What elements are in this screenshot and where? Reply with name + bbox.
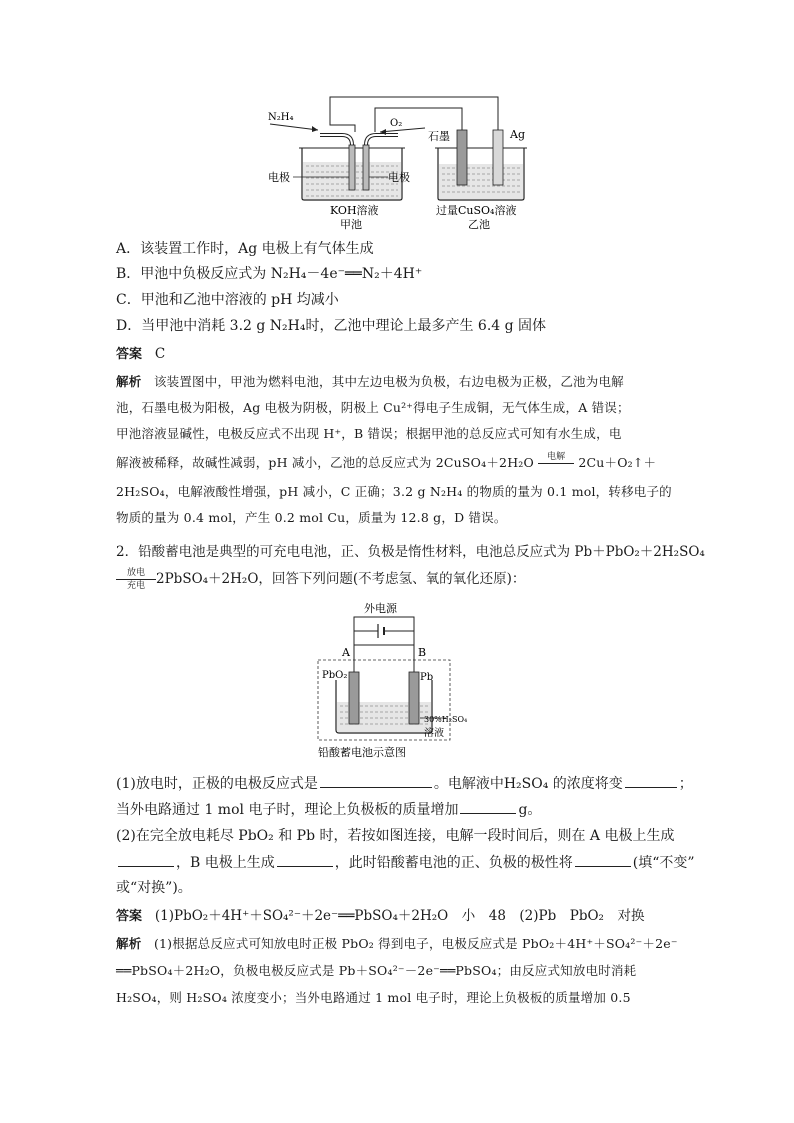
q2-p1-text-b: 。电解液中H₂SO₄ 的浓度将变	[433, 776, 623, 792]
q2-answer-label: 答案	[116, 909, 143, 924]
fig2-label-b: B	[418, 646, 427, 659]
q2-part1-line-2	[116, 799, 681, 820]
fig1-label-graphite: 石墨	[428, 130, 450, 143]
blank-a-electrode-product[interactable]	[118, 852, 174, 867]
fig1-label-electrode-right: 电极	[388, 171, 410, 184]
q2-stem-line-1: 2．铅酸蓄电池是典型的可充电电池，正、负极是惰性材料，电池总反应式为 Pb＋PbO₂＋2H₂SO₄	[116, 544, 705, 560]
blank-mass-increase[interactable]	[460, 799, 516, 814]
blank-positive-electrode-equation[interactable]	[320, 773, 432, 788]
blank-polarity-change[interactable]	[575, 852, 631, 867]
condition-electrolysis-label: 电解	[546, 452, 566, 462]
q1-explanation-line-2: 池，石墨电极为阳极，Ag 电极为阴极，阴极上 Cu²⁺得电子生成铜，无气体生成，A 错误；	[116, 400, 630, 415]
q2-stem-line-2	[116, 568, 681, 591]
fig2-label-power: 外电源	[364, 602, 397, 615]
condition-discharge: 放电	[126, 568, 145, 578]
q2-p4-text-a: ，B 电极上生成	[176, 855, 275, 871]
q2-p1-text-c: ；	[678, 776, 693, 792]
fig1-label-o2: O₂	[390, 118, 403, 129]
q1-exp-text-4b: 2Cu＋O₂↑＋	[578, 455, 657, 470]
q2-p4-text-b: ，此时铅酸蓄电池的正、负极的极性将	[334, 855, 573, 871]
q2-part2-line-3: 或“对换”)。	[116, 880, 192, 896]
fig2-caption: 铅酸蓄电池示意图	[318, 746, 406, 759]
fig2-label-solution: 溶液	[424, 728, 444, 739]
q2-p2-text-b: g。	[518, 802, 542, 818]
q1-explanation-line-3: 甲池溶液显碱性，电极反应式不出现 H⁺，B 错误；根据甲池的总反应式可知有水生成，电	[116, 426, 622, 441]
q1-explanation-line-6: 物质的量为 0.4 mol，产生 0.2 mol Cu，质量为 12.8 g，D 错误。	[116, 510, 507, 525]
fig1-label-yi: 乙池	[468, 218, 490, 230]
figure-fuel-cell-electrolysis	[260, 90, 550, 230]
q2-answer	[116, 906, 681, 927]
q1-answer	[116, 344, 681, 365]
figure-lead-acid-battery	[314, 600, 494, 762]
q2-explanation-line-2: ══PbSO₄＋2H₂O，负极电极反应式是 Pb＋SO₄²⁻－2e⁻══PbSO₄；由反应式知放电时消耗	[116, 963, 637, 978]
q2-part1-line-1	[116, 773, 693, 794]
q1-explanation-line-5: 2H₂SO₄，电解液酸性增强，pH 减小，C 正确；3.2 g N₂H₄ 的物质的量为 0.1 mol，转移电子的	[116, 484, 672, 499]
q1-option-d: D．当甲池中消耗 3.2 g N₂H₄时，乙池中理论上最多产生 6.4 g 固体	[116, 318, 547, 334]
q1-exp-text-4a: 解液被稀释，故碱性减弱，pH 减小，乙池的总反应式为 2CuSO₄＋2H₂O	[116, 455, 534, 470]
q2-p2-text-a: 当外电路通过 1 mol 电子时，理论上负极板的质量增加	[116, 802, 459, 818]
blank-b-electrode-product[interactable]	[277, 852, 333, 867]
q2-p4-text-c: (填“不变”	[632, 855, 695, 871]
q1-answer-value: C	[154, 346, 166, 362]
q1-explain-label: 解析	[116, 374, 142, 389]
q2-exp-text-1: (1)根据总反应式可知放电时正极 PbO₂ 得到电子，电极反应式是 PbO₂＋4H⁺＋SO₄²⁻＋2e⁻	[153, 936, 678, 951]
q2-explain-label: 解析	[116, 936, 142, 951]
fig1-label-n2h4: N₂H₄	[268, 112, 294, 123]
fig2-label-h2so4: 30%H₂SO₄	[424, 715, 468, 724]
fig1-label-electrode-left: 电极	[268, 171, 290, 184]
blank-concentration-change[interactable]	[625, 773, 677, 788]
fig2-label-a: A	[342, 646, 350, 659]
fig2-label-pb: Pb	[420, 672, 434, 683]
q2-p1-text-a: (1)放电时，正极的电极反应式是	[116, 776, 318, 792]
figure-2-svg	[314, 600, 494, 762]
q1-answer-label: 答案	[116, 347, 143, 362]
q2-stem-text-2: 2PbSO₄＋2H₂O，回答下列问题(不考虑氢、氧的氧化还原)：	[156, 571, 526, 587]
fig2-label-pbo2: PbO₂	[322, 670, 348, 681]
fig1-label-cuso4: 过量CuSO₄溶液	[436, 204, 517, 217]
q1-exp-text-1: 该装置图中，甲池为燃料电池，其中左边电极为负极，右边电极为正极，乙池为电解	[153, 374, 624, 389]
condition-charge: 充电	[126, 581, 145, 591]
fig1-label-jia: 甲池	[340, 218, 362, 230]
reaction-condition-stack	[116, 568, 156, 591]
q2-part2-line-1: (2)在完全放电耗尽 PbO₂ 和 Pb 时，若按如图连接，电解一段时间后，则在 A 电极上生成	[116, 828, 675, 844]
q2-explanation-line-1	[116, 934, 681, 954]
electrolysis-condition	[538, 452, 574, 475]
q1-explanation-line-4	[116, 452, 681, 475]
q1-option-b: B．甲池中负极反应式为 N₂H₄－4e⁻══N₂＋4H⁺	[116, 266, 423, 282]
q1-option-a: A．该装置工作时，Ag 电极上有气体生成	[116, 241, 374, 257]
figure-1-svg	[260, 90, 550, 230]
q1-option-c: C．甲池和乙池中溶液的 pH 均减小	[116, 292, 339, 308]
fig1-label-koh: KOH溶液	[330, 204, 379, 217]
fig1-label-ag: Ag	[510, 128, 525, 141]
q2-answer-value: (1)PbO₂＋4H⁺＋SO₄²⁻＋2e⁻══PbSO₄＋2H₂O 小 48 (2)Pb PbO₂ 对换	[154, 908, 645, 924]
q2-part2-line-2	[116, 852, 695, 873]
q1-explanation-line-1	[116, 372, 681, 392]
q2-explanation-line-3: H₂SO₄，则 H₂SO₄ 浓度变小；当外电路通过 1 mol 电子时，理论上负极板的质量增加 0.5	[116, 990, 631, 1005]
